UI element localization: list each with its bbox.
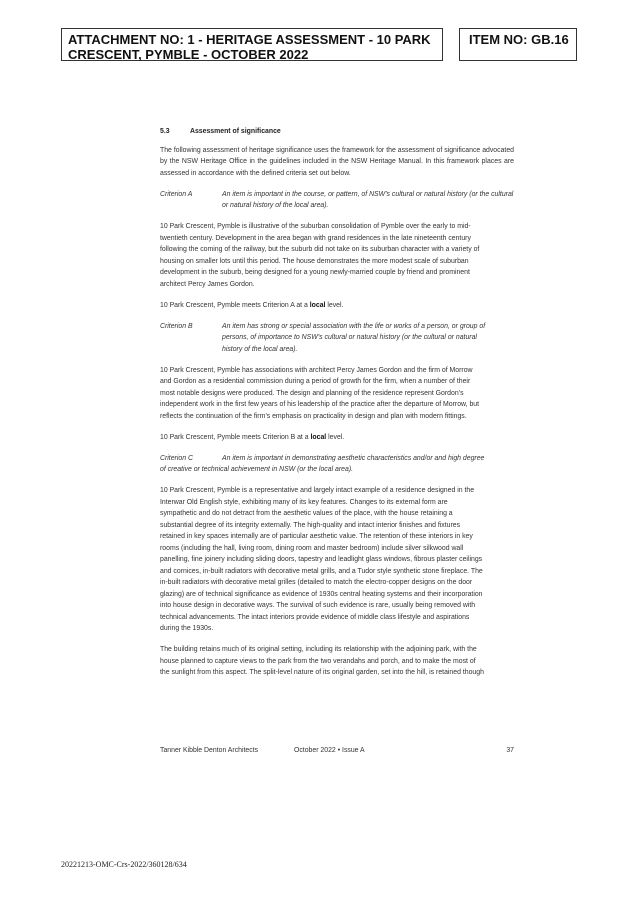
- text-line: independent work in the first few years of his leadership of the practice after the departure of Morrow, but: [160, 401, 480, 408]
- text-line: history of the local area).: [222, 345, 298, 353]
- document-reference: 20221213-OMC-Crs-2022/360128/634: [61, 860, 187, 869]
- criterion-c-text-line2: of creative or technical achievement in NSW (or the local area).: [160, 466, 354, 473]
- text-line: 10 Park Crescent, Pymble is illustrative of the suburban consolidation of Pymble over the early to mid-: [160, 223, 471, 230]
- attachment-title-line1: ATTACHMENT NO: 1 - HERITAGE ASSESSMENT - 10 PARK: [68, 32, 431, 47]
- criterion-c-text-line1: An item is important in demonstrating aesthetic characteristics and/or and high degree: [222, 454, 485, 462]
- section-number: 5.3: [160, 128, 170, 135]
- text-line: following the coming of the railway, but the suburb did not take on its suburban character with a variety of: [160, 246, 480, 253]
- text-line: 10 Park Crescent, Pymble is a representative and largely intact example of a residence designed in the: [160, 487, 475, 494]
- verdict-level: local: [309, 301, 326, 309]
- text-line: reflects the continuation of the firm’s emphasis on practicality in design and plan with modern fittings.: [160, 412, 467, 420]
- text-line: retained in key spaces internally are of particular aesthetic value. The retention of these interiors in key: [160, 533, 473, 540]
- criterion-b-text: [222, 321, 514, 356]
- section-intro: The following assessment of heritage significance uses the framework for the assessment of significance advocated by the NSW Heritage Office in the guidelines included in the NSW Heritage Manual. In this framework places are assessed in accordance with the defined criteria set out below.: [160, 146, 514, 177]
- text-line: rooms (including the hall, living room, dining room and master bedroom) include silver silkwood wall: [160, 544, 464, 552]
- text-line: technical advancements. The intact interiors provide evidence of middle class lifestyle and aspirations: [160, 613, 470, 621]
- footer-issue: Issue A: [342, 747, 365, 754]
- text-line: Interwar Old English style, exhibiting many of its key features. Changes to its external form are: [160, 498, 448, 506]
- criterion-c-discussion: [160, 485, 514, 635]
- text-line: and cornices, in-built radiators with decorative metal grills, and a Tudor style synthetic stone fireplace. The: [160, 567, 483, 575]
- text-line: sympathetic and do not detract from the aesthetic values of the place, with the house retaining a: [160, 510, 453, 517]
- text-line: during the 1930s.: [160, 625, 214, 632]
- text-line: and Gordon as a residential commission during a period of growth for the firm, when a number of their: [160, 378, 471, 385]
- criterion-c: [160, 453, 514, 476]
- text-line: into house design in decorative ways. The survival of such evidence is rare, usually being removed with: [160, 602, 476, 609]
- text-line: An item has strong or special association with the life or works of a person, or group of: [222, 322, 486, 330]
- text-line: glazing) are of technical significance as evidence of 1930s central heating systems and their incorporation: [160, 590, 483, 598]
- text-line: development in the suburb, being designed for a young newly-married couple by friend and prominent: [160, 269, 470, 276]
- footer-firm: Tanner Kibble Denton Architects: [160, 747, 259, 754]
- text-line: house planned to capture views to the park from the two verandahs and porch, and to make the most of: [160, 657, 476, 665]
- text-line: the sunlight from this aspect. The split-level nature of its original garden, set into the hill, is retained though: [160, 669, 484, 676]
- text-line: The building retains much of its original setting, including its relationship with the adjoining park, with the: [160, 646, 477, 653]
- item-number: ITEM NO: GB.16: [469, 32, 569, 47]
- page-body: [160, 126, 514, 688]
- verdict-text: level.: [326, 433, 345, 441]
- setting-paragraph: [160, 644, 514, 679]
- text-line: persons, of importance to NSW’s cultural or natural history (or the cultural or natural: [222, 334, 477, 341]
- criterion-a: [160, 189, 514, 212]
- footer-bullet: •: [337, 747, 341, 754]
- text-line: twentieth century. Development in the area began with grand residences in the late nineteenth century: [160, 234, 471, 242]
- text-line: 10 Park Crescent, Pymble has associations with architect Percy James Gordon and the firm of Morrow: [160, 366, 473, 374]
- text-line: panelling, fine joinery including sliding doors, tapestry and leadlight glass windows, fibrous plaster ceilings: [160, 556, 483, 563]
- criterion-b: [160, 321, 514, 356]
- attachment-title-line2: CRESCENT, PYMBLE - OCTOBER 2022: [68, 47, 309, 62]
- criterion-b-discussion: [160, 365, 514, 423]
- criterion-a-label: Criterion A: [160, 190, 193, 198]
- verdict-text: level.: [325, 301, 344, 309]
- verdict-text: 10 Park Crescent, Pymble meets Criterion A at a: [160, 301, 310, 309]
- footer-date-issue: [294, 747, 365, 754]
- criterion-a-text: An item is important in the course, or pattern, of NSW’s cultural or natural history (or the cultural or natural history of the local area).: [222, 190, 514, 209]
- verdict-text: 10 Park Crescent, Pymble meets Criterion B at a: [160, 433, 311, 441]
- attachment-title-box: [61, 28, 443, 61]
- text-line: most notable designs were produced. The design and planning of the residence represent Gordon’s: [160, 389, 464, 397]
- section-heading: [160, 126, 514, 138]
- text-line: in-built radiators with decorative metal grilles (detailed to match the electro-copper designs on the door: [160, 579, 473, 586]
- section-title: Assessment of significance: [190, 128, 281, 135]
- text-line: architect Percy James Gordon.: [160, 280, 255, 288]
- item-number-box: [459, 28, 577, 61]
- criterion-b-verdict: [160, 432, 514, 444]
- criterion-c-label: Criterion C: [160, 454, 193, 462]
- text-line: housing on smaller lots until this period. The house demonstrates the more modest scale of suburban: [160, 257, 469, 265]
- text-line: substantial degree of its integrity externally. The high-quality and intact interior finishes and fixtures: [160, 521, 461, 529]
- footer-date: October 2022: [294, 747, 336, 754]
- footer-page-number: 37: [506, 747, 514, 754]
- criterion-a-verdict: [160, 300, 514, 312]
- criterion-a-discussion: [160, 221, 514, 290]
- criterion-b-label: Criterion B: [160, 322, 193, 330]
- verdict-level: local: [310, 433, 327, 441]
